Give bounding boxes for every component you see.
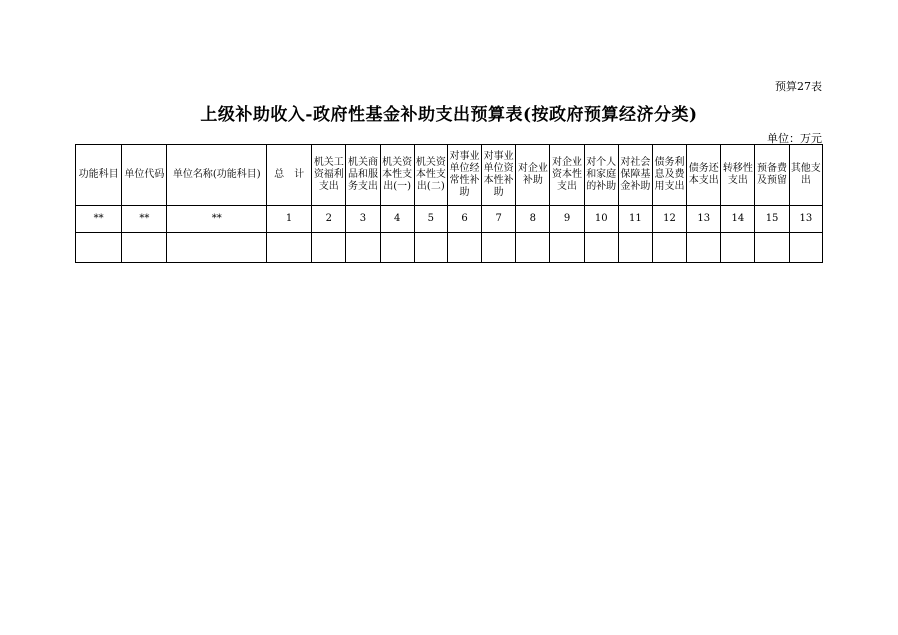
data-cell	[414, 233, 447, 263]
header-cell: 对企业资本性支出	[550, 145, 584, 206]
header-cell: 机关资本性支出(一)	[380, 145, 414, 206]
index-cell: 10	[584, 206, 618, 233]
index-row	[76, 206, 823, 233]
budget-table	[75, 144, 823, 263]
index-cell: 3	[346, 206, 380, 233]
header-cell: 机关工资福利支出	[312, 145, 346, 206]
data-cell	[312, 233, 346, 263]
index-cell: **	[122, 206, 167, 233]
header-cell: 单位代码	[122, 145, 167, 206]
header-cell: 单位名称(功能科目)	[167, 145, 267, 206]
header-row	[76, 145, 823, 206]
data-cell	[380, 233, 414, 263]
header-cell: 机关资本性支出(二)	[414, 145, 447, 206]
index-cell: 4	[380, 206, 414, 233]
index-cell: **	[76, 206, 122, 233]
index-cell: 1	[267, 206, 312, 233]
data-cell	[447, 233, 481, 263]
data-cell	[346, 233, 380, 263]
data-cell	[122, 233, 167, 263]
data-cell	[516, 233, 550, 263]
data-cell	[618, 233, 652, 263]
index-cell: 14	[721, 206, 755, 233]
data-cell	[550, 233, 584, 263]
data-cell	[167, 233, 267, 263]
header-cell: 债务利息及费用支出	[652, 145, 686, 206]
index-cell: 11	[618, 206, 652, 233]
index-cell: 7	[482, 206, 516, 233]
data-cell	[755, 233, 789, 263]
data-row	[76, 233, 823, 263]
header-cell: 总 计	[267, 145, 312, 206]
header-cell: 对事业单位资本性补助	[482, 145, 516, 206]
header-cell: 对企业补助	[516, 145, 550, 206]
data-cell	[687, 233, 721, 263]
page-title: 上级补助收入-政府性基金补助支出预算表(按政府预算经济分类)	[200, 105, 698, 125]
header-cell: 预备费及预留	[755, 145, 789, 206]
data-cell	[76, 233, 122, 263]
index-cell: 13	[789, 206, 822, 233]
header-cell: 债务还本支出	[687, 145, 721, 206]
index-cell: 9	[550, 206, 584, 233]
header-cell: 其他支出	[789, 145, 822, 206]
unit-label: 单位：万元	[767, 132, 822, 145]
data-cell	[267, 233, 312, 263]
header-cell: 对事业单位经常性补助	[447, 145, 481, 206]
data-cell	[721, 233, 755, 263]
index-cell: 2	[312, 206, 346, 233]
data-cell	[482, 233, 516, 263]
form-number: 预算27表	[775, 80, 822, 93]
header-cell: 功能科目	[76, 145, 122, 206]
data-cell	[584, 233, 618, 263]
index-cell: 6	[447, 206, 481, 233]
index-cell: 13	[687, 206, 721, 233]
header-cell: 对个人和家庭的补助	[584, 145, 618, 206]
index-cell: **	[167, 206, 267, 233]
header-cell: 对社会保障基金补助	[618, 145, 652, 206]
index-cell: 12	[652, 206, 686, 233]
header-cell: 转移性支出	[721, 145, 755, 206]
index-cell: 8	[516, 206, 550, 233]
header-cell: 机关商品和服务支出	[346, 145, 380, 206]
data-cell	[789, 233, 822, 263]
index-cell: 15	[755, 206, 789, 233]
data-cell	[652, 233, 686, 263]
index-cell: 5	[414, 206, 447, 233]
